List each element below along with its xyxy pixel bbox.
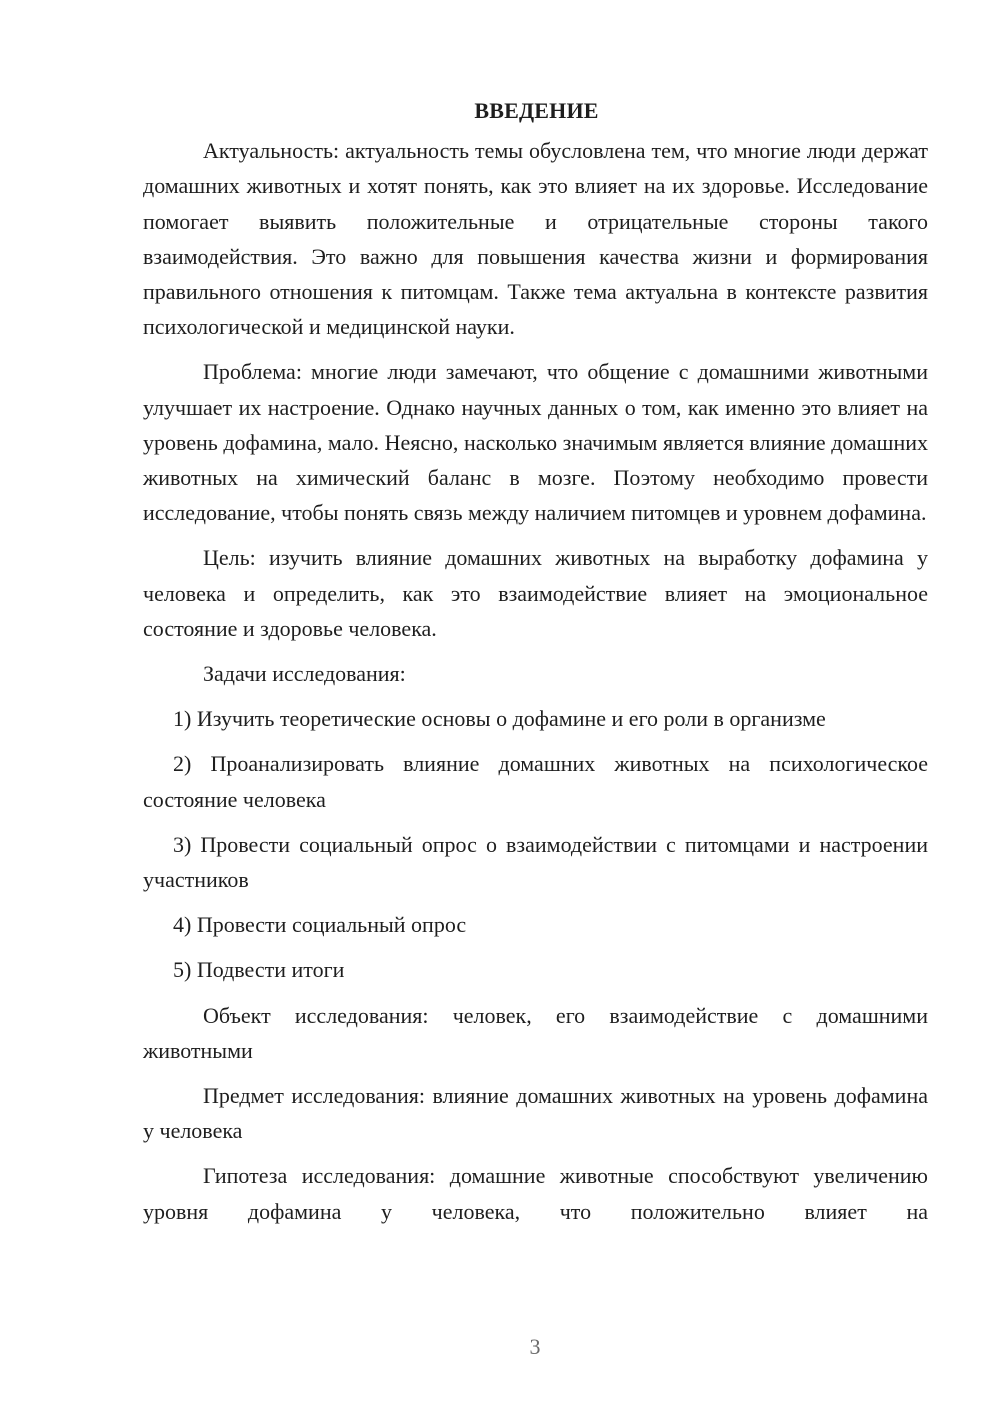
relevance-paragraph: Актуальность: актуальность темы обусловлена тем, что многие люди держат домашних животных и хотят понять, как это влияет на их здоровье. Исследование помогает выявить положительные и отрицательные стороны такого взаимодействия. Это важно для повышения качества жизни и формирования правильного отношения к питомцам. Также тема актуальна в контексте развития психологической и медицинской науки. bbox=[143, 138, 928, 340]
page-number: 3 bbox=[529, 1334, 541, 1359]
hypothesis-paragraph: Гипотеза исследования: домашние животные способствуют увеличению уровня дофамина у человека, что положительно влияет на bbox=[143, 1163, 928, 1224]
goal-paragraph: Цель: изучить влияние домашних животных на выработку дофамина у человека и определить, как это взаимодействие влияет на эмоциональное состояние и здоровье человека. bbox=[143, 545, 928, 641]
task-item-2: 2) Проанализировать влияние домашних животных на психологическое состояние человека bbox=[143, 751, 928, 812]
object-paragraph: Объект исследования: человек, его взаимодействие с домашними животными bbox=[143, 1002, 928, 1063]
subject-paragraph: Предмет исследования: влияние домашних животных на уровень дофамина у человека bbox=[143, 1083, 928, 1144]
task-item-1: 1) Изучить теоретические основы о дофамине и его роли в организме bbox=[173, 706, 826, 732]
task-item-3: 3) Провести социальный опрос о взаимодействии с питомцами и настроении участников bbox=[143, 831, 928, 893]
section-heading: ВВЕДЕНИЕ bbox=[474, 98, 599, 123]
problem-paragraph: Проблема: многие люди замечают, что общение с домашними животными улучшает их настроение. Однако научных данных о том, как именно это влияет на уровень дофамина, мало. Неясно, насколько значимым является влияние домашних животных на химический баланс в мозге. Поэтому необходимо провести исследование, чтобы понять связь между наличием питомцев и уровнем дофамина. bbox=[143, 359, 928, 526]
tasks-title: Задачи исследования: bbox=[203, 661, 406, 687]
task-item-4: 4) Провести социальный опрос bbox=[173, 912, 467, 938]
task-item-5: 5) Подвести итоги bbox=[173, 957, 345, 983]
page-content bbox=[143, 93, 928, 1239]
